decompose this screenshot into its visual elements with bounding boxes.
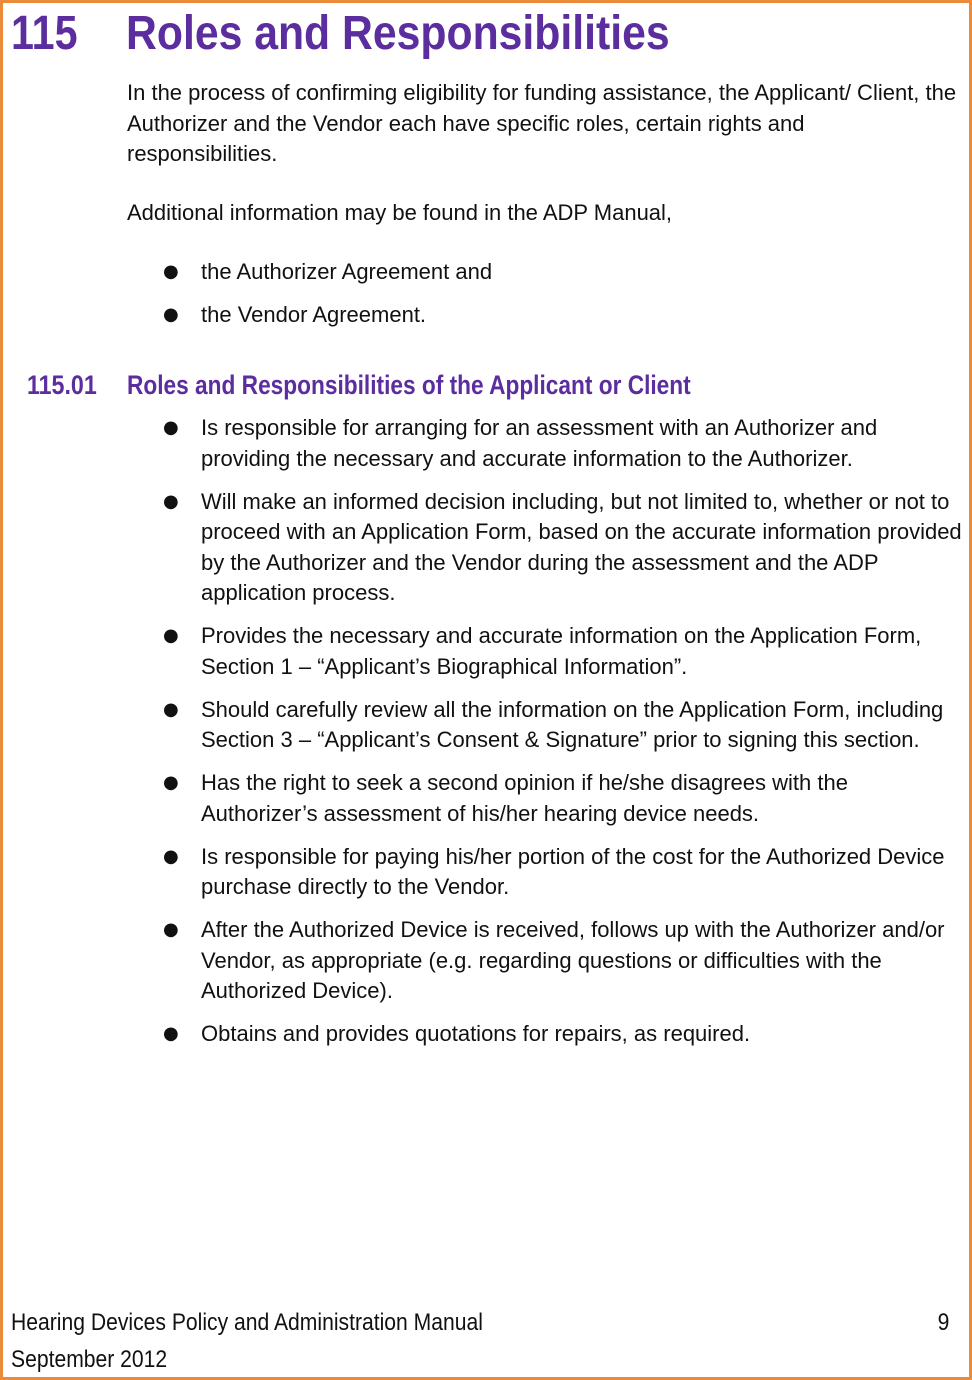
section-number: 115	[11, 7, 78, 60]
footer-manual-title: Hearing Devices Policy and Administration Manual	[11, 1309, 483, 1336]
bullet-icon: ●	[163, 919, 179, 940]
list-item-text: Is responsible for arranging for an assessment with an Authorizer and providing the necessary and accurate information to the Authorizer.	[201, 415, 878, 471]
bullet-icon: ●	[163, 845, 179, 867]
bullet-icon: ●	[163, 625, 179, 646]
subsection-number: 115.01	[27, 370, 97, 400]
bullet-icon: ●	[163, 303, 179, 325]
reference-list	[3, 257, 972, 342]
list-item-text: Will make an informed decision including, but not limited to, whether or not to proceed with an Application Form, based on the accurate information provided by the Authorizer and the Vendor during the assessment and the ADP application process.	[201, 488, 962, 605]
list-item	[3, 487, 972, 609]
additional-info: Additional information may be found in the ADP Manual,	[127, 200, 673, 225]
responsibility-list	[3, 413, 972, 1062]
bullet-icon: ●	[163, 417, 179, 438]
list-item	[3, 842, 972, 903]
list-item-text: After the Authorized Device is received, follows up with the Authorizer and/or Vendor, as appropriate (e.g. regarding questions or difficulties with the Authorized Device).	[201, 917, 945, 1003]
bullet-icon: ●	[163, 1023, 179, 1044]
list-item	[3, 915, 972, 1007]
bullet-icon: ●	[163, 261, 179, 282]
footer-page-number: 9	[937, 1309, 949, 1336]
list-item-text: the Vendor Agreement.	[201, 301, 427, 327]
list-item-text: the Authorizer Agreement and	[201, 259, 493, 284]
bullet-icon: ●	[163, 698, 179, 720]
footer-date: September 2012	[11, 1346, 168, 1373]
list-item-text: Is responsible for paying his/her portion of the cost for the Authorized Device purchase directly to the Vendor.	[201, 843, 945, 899]
section-title: Roles and Responsibilities	[126, 7, 670, 60]
list-item-text: Obtains and provides quotations for repairs, as required.	[201, 1021, 751, 1046]
list-item	[3, 621, 972, 682]
list-item	[3, 257, 972, 288]
section-intro: In the process of confirming eligibility for funding assistance, the Applicant/ Client, the Authorizer and the Vendor each have specific roles, certain rights and responsibilities.	[127, 80, 957, 166]
subsection-title: Roles and Responsibilities of the Applicant or Client	[127, 370, 691, 400]
list-item	[3, 768, 972, 829]
list-item	[3, 695, 972, 756]
list-item-text: Provides the necessary and accurate information on the Application Form, Section 1 – “Applicant’s Biographical Information”.	[201, 623, 922, 679]
list-item	[3, 300, 972, 331]
list-item	[3, 1019, 972, 1050]
list-item	[3, 413, 972, 474]
list-item-text: Should carefully review all the information on the Application Form, including Section 3 – “Applicant’s Consent & Signature” prior to signing this section.	[201, 696, 944, 752]
bullet-icon: ●	[163, 490, 179, 512]
bullet-icon: ●	[163, 772, 179, 793]
list-item-text: Has the right to seek a second opinion if he/she disagrees with the Authorizer’s assessment of his/her hearing device needs.	[201, 770, 848, 826]
